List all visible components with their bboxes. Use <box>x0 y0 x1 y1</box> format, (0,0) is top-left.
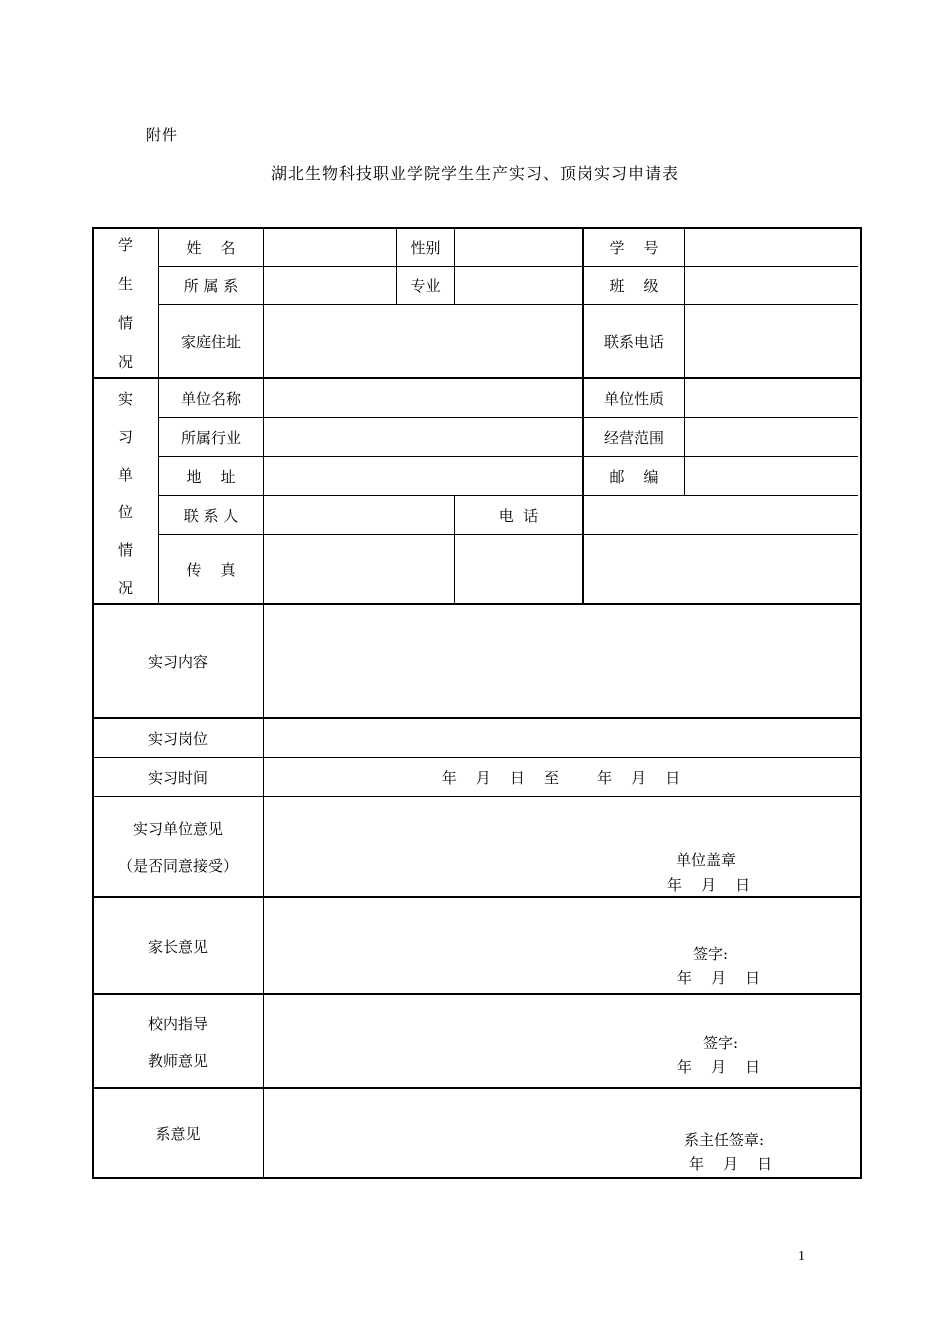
parent-opinion-field[interactable] <box>264 898 858 993</box>
group-char: 况 <box>117 353 133 371</box>
internship-post-label: 实习岗位 <box>147 729 208 748</box>
phone-field[interactable] <box>685 305 858 377</box>
fax-field-extra[interactable] <box>455 535 582 603</box>
student-id-field[interactable] <box>685 228 858 266</box>
business-scope-field[interactable] <box>685 418 858 456</box>
class-label: 班 级 <box>609 277 659 295</box>
unit-opinion-date: 年 月 日 <box>667 876 751 894</box>
postcode-field[interactable] <box>685 457 858 495</box>
phone-label: 联系电话 <box>603 332 664 351</box>
contact-person-field[interactable] <box>264 496 454 534</box>
industry-field[interactable] <box>264 418 582 456</box>
internship-content-label: 实习内容 <box>147 652 208 671</box>
unit-opinion-label-line1: 实习单位意见 <box>132 820 223 838</box>
unit-stamp-label: 单位盖章 <box>676 851 737 869</box>
teacher-sign-label: 签字: <box>703 1034 739 1052</box>
fax-field-extra[interactable] <box>584 535 858 603</box>
annex-label: 附件 <box>146 126 179 144</box>
fax-label: 传 真 <box>186 560 236 579</box>
parent-sign-label: 签字: <box>693 945 729 963</box>
grid-line <box>92 796 860 797</box>
home-address-label: 家庭住址 <box>180 332 241 351</box>
group-char: 位 <box>117 503 133 522</box>
department-opinion-date: 年 月 日 <box>689 1155 773 1173</box>
gender-field[interactable] <box>455 228 582 266</box>
group-char: 学 <box>117 236 133 254</box>
internship-content-field[interactable] <box>264 605 858 717</box>
unit-nature-field[interactable] <box>685 379 858 417</box>
major-label: 专业 <box>410 277 441 295</box>
unit-address-field[interactable] <box>264 457 582 495</box>
unit-opinion-label-line2: （是否同意接受） <box>117 857 238 875</box>
contact-person-label: 联 系 人 <box>183 506 239 525</box>
tel-field[interactable] <box>584 496 858 534</box>
page-number: 1 <box>798 1249 805 1264</box>
student-section-label <box>93 234 158 372</box>
department-opinion-label: 系意见 <box>155 1125 201 1143</box>
name-label: 姓 名 <box>186 238 236 257</box>
teacher-opinion-field[interactable] <box>264 995 858 1087</box>
gender-label: 性别 <box>410 238 441 257</box>
unit-opinion-field[interactable] <box>264 798 858 896</box>
fax-field[interactable] <box>264 535 454 603</box>
form-title: 湖北生物科技职业学院学生生产实习、顶岗实习申请表 <box>270 164 679 183</box>
unit-opinion-label <box>93 818 263 876</box>
business-scope-label: 经营范围 <box>603 428 664 447</box>
major-field[interactable] <box>455 267 582 304</box>
department-opinion-field[interactable] <box>264 1089 858 1175</box>
internship-time-label: 实习时间 <box>147 768 208 787</box>
name-field[interactable] <box>264 228 396 266</box>
internship-post-field[interactable] <box>264 719 858 757</box>
home-address-field[interactable] <box>264 305 582 377</box>
industry-label: 所属行业 <box>180 428 241 447</box>
department-label: 所 属 系 <box>183 277 239 295</box>
group-char: 情 <box>117 314 133 332</box>
tel-label: 电 话 <box>498 506 539 525</box>
unit-address-label: 地 址 <box>186 467 236 486</box>
group-char: 况 <box>117 578 133 597</box>
group-char: 情 <box>117 541 133 560</box>
unit-section-label <box>93 388 158 598</box>
group-char: 习 <box>117 427 133 446</box>
parent-opinion-date: 年 月 日 <box>677 969 761 987</box>
group-char: 实 <box>117 390 133 408</box>
department-sign-label: 系主任签章: <box>684 1131 765 1149</box>
teacher-opinion-date: 年 月 日 <box>677 1058 761 1076</box>
teacher-opinion-label <box>93 1013 263 1071</box>
unit-nature-label: 单位性质 <box>603 389 664 408</box>
unit-name-label: 单位名称 <box>180 389 241 408</box>
internship-time-field[interactable]: 年 月 日 至 年 月 日 <box>441 768 681 787</box>
student-id-label: 学 号 <box>609 238 659 257</box>
parent-opinion-label: 家长意见 <box>147 938 208 956</box>
group-char: 单 <box>117 465 133 484</box>
postcode-label: 邮 编 <box>609 467 659 486</box>
group-char: 生 <box>117 275 133 293</box>
department-field[interactable] <box>264 267 396 304</box>
class-field[interactable] <box>685 267 858 304</box>
teacher-opinion-label-line1: 校内指导 <box>147 1015 208 1033</box>
teacher-opinion-label-line2: 教师意见 <box>147 1052 208 1070</box>
unit-name-field[interactable] <box>264 379 582 417</box>
